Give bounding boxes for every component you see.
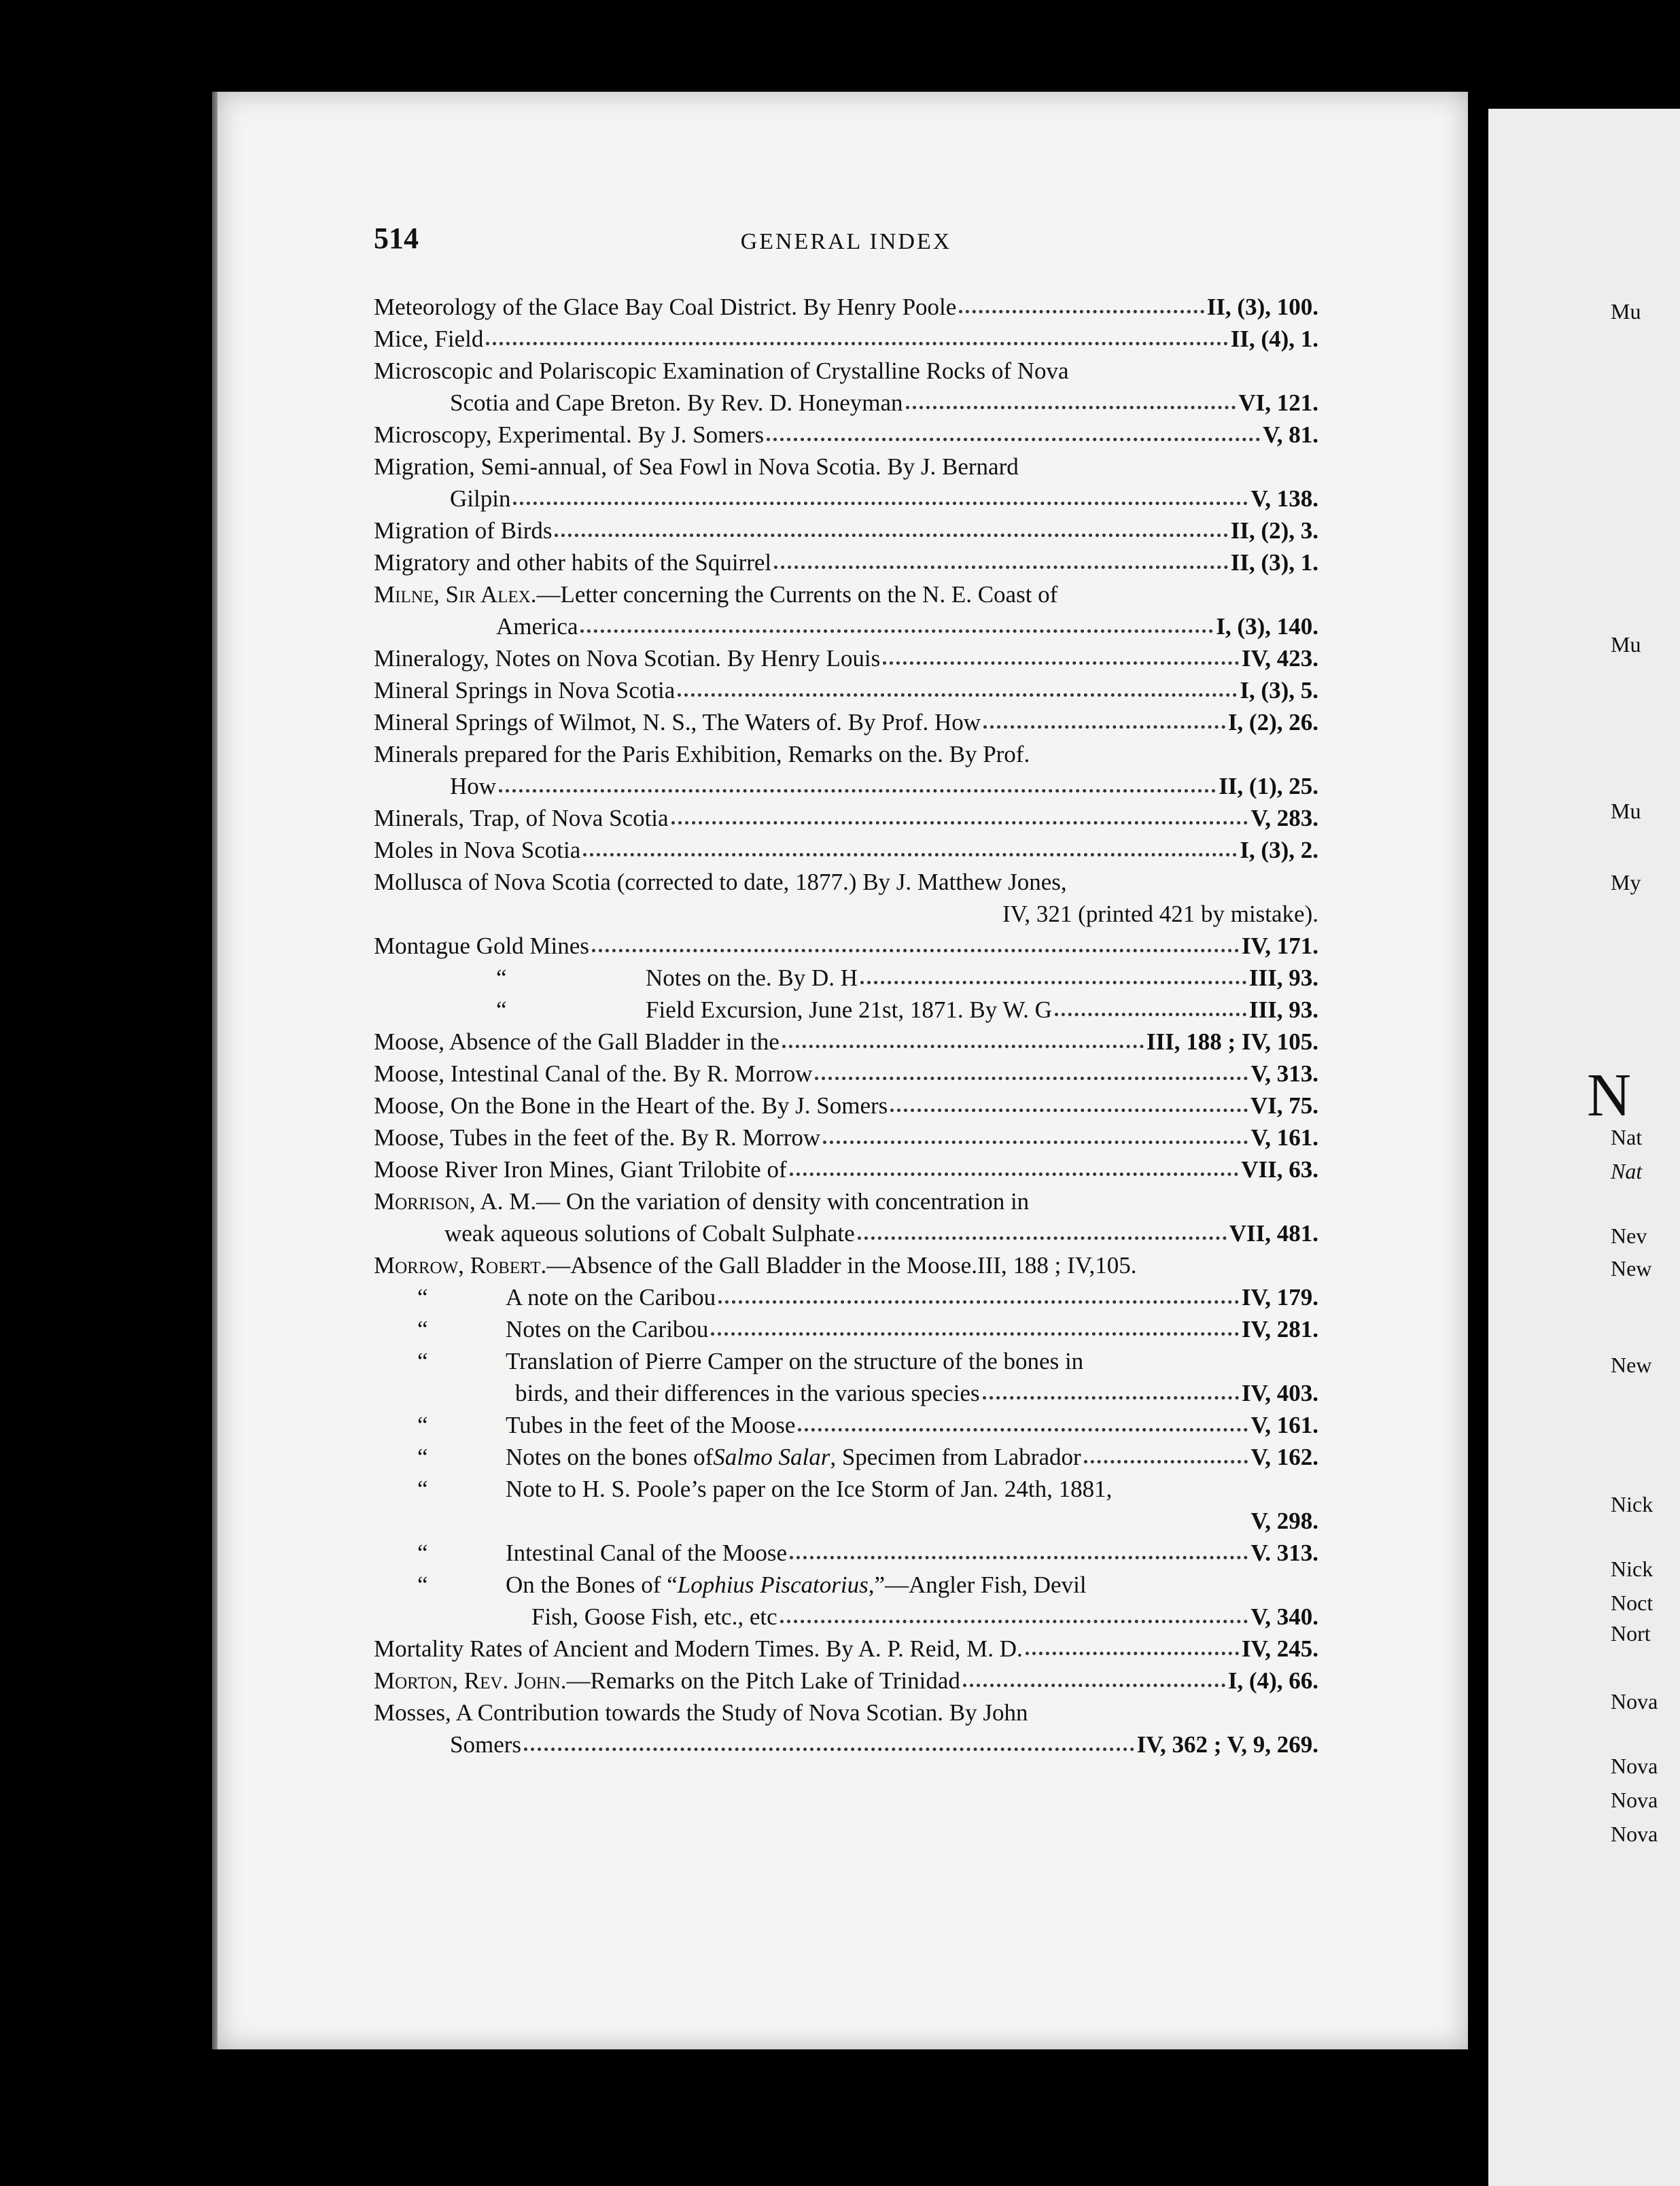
index-entry-ditto: [374, 1313, 1318, 1345]
author-name: Morrow, Robert.: [374, 1252, 547, 1279]
entry-reference: I, (3), 2.: [1240, 837, 1318, 863]
entry-text: Moose, Intestinal Canal of the. By R. Morrow: [374, 1060, 813, 1087]
index-entry-ditto: [374, 994, 1318, 1026]
leader-dots: [524, 1748, 1134, 1751]
entry-reference: V, 161.: [1250, 1412, 1318, 1438]
index-entry-continuation: [374, 898, 1318, 930]
leader-dots: [555, 534, 1227, 537]
index-entry: [374, 451, 1318, 483]
entry-text: How: [450, 773, 497, 799]
leader-dots: [513, 502, 1248, 505]
entry-text: Migration of Birds: [374, 517, 553, 544]
entry-text: Moose, On the Bone in the Heart of the. By J. Somers: [374, 1092, 888, 1119]
leader-dots: [583, 853, 1237, 856]
adjacent-page-fragment: Noct: [1611, 1591, 1653, 1615]
ditto-mark: “: [417, 1476, 428, 1502]
adjacent-page-fragment: Nova: [1611, 1788, 1658, 1812]
adjacent-page-fragment: New: [1611, 1256, 1652, 1281]
index-entry: [374, 642, 1318, 674]
index-entry: [374, 834, 1318, 866]
entry-reference: II, (1), 25.: [1219, 773, 1318, 799]
leader-dots: [823, 1141, 1248, 1144]
entry-text: Translation of Pierre Camper on the structure of the bones in: [506, 1348, 1084, 1374]
index-entry: [374, 1090, 1318, 1122]
entry-reference: IV, 362 ; V, 9, 269.: [1136, 1731, 1318, 1758]
entry-text: Moles in Nova Scotia: [374, 837, 581, 863]
author-name: Morrison, A. M.: [374, 1188, 537, 1215]
index-entry: [374, 1058, 1318, 1090]
entry-text: — On the variation of density with concentration in: [536, 1188, 1030, 1215]
entry-reference: V, 340.: [1250, 1603, 1318, 1630]
entry-text: A note on the Caribou: [506, 1284, 716, 1311]
index-entry: [374, 866, 1318, 898]
index-entry: [374, 674, 1318, 706]
index-entry-ditto: [374, 1537, 1318, 1569]
entry-reference: V, 283.: [1250, 805, 1318, 831]
entry-reference: II, (2), 3.: [1230, 517, 1318, 544]
leader-dots: [959, 310, 1204, 313]
index-entry: [374, 1697, 1318, 1729]
running-head: GENERAL INDEX: [740, 229, 952, 254]
index-entry-ditto: [374, 1569, 1318, 1601]
entry-text: Notes on the. By D. H: [646, 965, 858, 991]
adjacent-page-fragment: Mu: [1611, 799, 1641, 823]
index-entry-continuation: [374, 483, 1318, 515]
entry-reference: V. 313.: [1250, 1540, 1318, 1566]
entry-reference: IV, 321 (printed 421 by mistake).: [1002, 901, 1318, 927]
ditto-mark: “: [417, 1316, 428, 1342]
entry-text: America: [496, 613, 578, 640]
entry-text: Migratory and other habits of the Squirrel: [374, 549, 772, 576]
entry-reference: V, 81.: [1262, 421, 1318, 448]
entry-reference: VI, 75.: [1250, 1092, 1318, 1119]
index-entry: [374, 1665, 1318, 1697]
ditto-mark: “: [417, 1572, 428, 1598]
index-entry: [374, 323, 1318, 355]
entry-text: ”—Angler Fish, Devil: [874, 1572, 1087, 1598]
entry-text: Intestinal Canal of the Moose: [506, 1540, 788, 1566]
leader-dots: [486, 342, 1227, 345]
index-entry: [374, 546, 1318, 578]
entry-reference: IV, 245.: [1241, 1635, 1318, 1662]
entry-text: Note to H. S. Poole’s paper on the Ice Storm of Jan. 24th, 1881,: [506, 1476, 1113, 1502]
entry-text: Tubes in the feet of the Moose: [506, 1412, 796, 1438]
adjacent-page-fragment: Mu: [1611, 299, 1641, 324]
leader-dots: [790, 1173, 1239, 1176]
entry-text: —Remarks on the Pitch Lake of Trinidad: [566, 1667, 960, 1694]
leader-dots: [1084, 1460, 1248, 1463]
entry-reference: IV, 179.: [1241, 1284, 1318, 1311]
entry-reference: V, 161.: [1250, 1124, 1318, 1151]
entry-text: Mineralogy, Notes on Nova Scotian. By Henry Louis: [374, 645, 881, 672]
leader-dots: [790, 1556, 1248, 1559]
leader-dots: [592, 949, 1239, 952]
adjacent-page-fragment: Nova: [1611, 1754, 1658, 1778]
leader-dots: [1026, 1652, 1239, 1655]
entry-reference: IV, 171.: [1241, 933, 1318, 959]
entry-text: Gilpin: [450, 485, 511, 512]
adjacent-page-fragment: Nev: [1611, 1224, 1647, 1248]
entry-text: —Absence of the Gall Bladder in the Moose.III, 188 ; IV,105.: [546, 1252, 1137, 1279]
leader-dots: [798, 1428, 1248, 1432]
leader-dots: [780, 1620, 1248, 1623]
index-entry-ditto: [374, 1409, 1318, 1441]
adjacent-page: [1488, 109, 1680, 2186]
leader-dots: [671, 821, 1248, 825]
species-name: Salmo Salar: [713, 1444, 830, 1470]
index-entry: [374, 930, 1318, 962]
entry-text: Mosses, A Contribution towards the Study of Nova Scotian. By John: [374, 1699, 1028, 1726]
index-entry-continuation: [374, 1217, 1318, 1249]
ditto-mark: “: [417, 1540, 428, 1566]
leader-dots: [678, 693, 1237, 697]
ditto-mark: “: [417, 1444, 428, 1470]
entry-reference: II, (3), 100.: [1206, 294, 1318, 320]
leader-dots: [963, 1684, 1225, 1687]
adjacent-page-fragment: Nova: [1611, 1822, 1658, 1846]
entry-text: Moose, Tubes in the feet of the. By R. Morrow: [374, 1124, 821, 1151]
leader-dots: [782, 1045, 1144, 1048]
index-entry-ditto: [374, 1441, 1318, 1473]
index-entry: [374, 1185, 1318, 1217]
ditto-mark: “: [417, 1412, 428, 1438]
entry-text: On the Bones of “: [506, 1572, 678, 1598]
entry-reference: VII, 481.: [1229, 1220, 1318, 1247]
entry-text: birds, and their differences in the various species: [515, 1380, 980, 1406]
entry-text: —Letter concerning the Currents on the N. E. Coast of: [536, 581, 1058, 608]
index-entry: [374, 515, 1318, 546]
index-entry: [374, 738, 1318, 770]
index-entry-ditto: [374, 1473, 1318, 1505]
adjacent-page-fragment: Mu: [1611, 632, 1641, 657]
entry-reference: IV, 423.: [1241, 645, 1318, 672]
leader-dots: [774, 566, 1228, 569]
entry-reference: I, (2), 26.: [1227, 709, 1318, 735]
index-entry: [374, 1122, 1318, 1153]
entry-text: Minerals, Trap, of Nova Scotia: [374, 805, 669, 831]
index-entry: [374, 578, 1318, 610]
index-entry-continuation: [374, 770, 1318, 802]
entry-text: , Specimen from Labrador: [830, 1444, 1081, 1470]
index-entry-ditto: [374, 1345, 1318, 1377]
entry-text: Microscopic and Polariscopic Examination of Crystalline Rocks of Nova: [374, 358, 1069, 384]
ditto-mark: “: [417, 1348, 428, 1374]
adjacent-page-fragment: Nat: [1611, 1125, 1643, 1149]
entry-reference: V, 313.: [1250, 1060, 1318, 1087]
entry-text: Mineral Springs of Wilmot, N. S., The Waters of. By Prof. How: [374, 709, 981, 735]
entry-text: Migration, Semi-annual, of Sea Fowl in Nova Scotia. By J. Bernard: [374, 453, 1019, 480]
index-entry-continuation: [374, 1377, 1318, 1409]
index-entry: [374, 1026, 1318, 1058]
ditto-mark: “: [496, 965, 507, 991]
leader-dots: [983, 1396, 1239, 1400]
index-entry-ditto: [374, 962, 1318, 994]
entry-text: Scotia and Cape Breton. By Rev. D. Honeyman: [450, 389, 903, 416]
adjacent-page-fragment: Nat: [1611, 1159, 1643, 1183]
index-entry: [374, 706, 1318, 738]
leader-dots: [860, 981, 1246, 984]
index-entry-ditto: [374, 1281, 1318, 1313]
leader-dots: [890, 1109, 1248, 1112]
entry-text: Moose River Iron Mines, Giant Trilobite of: [374, 1156, 787, 1183]
entry-reference: II, (4), 1.: [1230, 326, 1318, 352]
entry-text: weak aqueous solutions of Cobalt Sulphate: [444, 1220, 855, 1247]
entry-reference: III, 188 ; IV, 105.: [1146, 1028, 1318, 1055]
page-header: [374, 221, 1318, 275]
entry-reference: VI, 121.: [1238, 389, 1318, 416]
adjacent-page-fragment: Nick: [1611, 1492, 1653, 1516]
entry-text: Montague Gold Mines: [374, 933, 589, 959]
leader-dots: [815, 1077, 1248, 1080]
entry-reference: I, (4), 66.: [1227, 1667, 1318, 1694]
entry-reference: I, (3), 5.: [1240, 677, 1318, 704]
species-name: Lophius Piscatorius,: [677, 1572, 875, 1598]
page-number: 514: [374, 222, 419, 255]
author-name: Milne, Sir Alex.: [374, 581, 537, 608]
leader-dots: [767, 438, 1260, 441]
entry-reference: III, 93.: [1248, 996, 1318, 1023]
index-entry: [374, 1249, 1318, 1281]
entry-text: Mortality Rates of Ancient and Modern Times. By A. P. Reid, M. D.: [374, 1635, 1023, 1662]
index-entry: [374, 1153, 1318, 1185]
index-entry: [374, 1633, 1318, 1665]
entry-text: Notes on the Caribou: [506, 1316, 709, 1342]
entry-reference: IV, 403.: [1241, 1380, 1318, 1406]
entry-text: Mineral Springs in Nova Scotia: [374, 677, 676, 704]
entry-text: Minerals prepared for the Paris Exhibition, Remarks on the. By Prof.: [374, 741, 1030, 767]
leader-dots: [906, 406, 1236, 409]
index-entry: [374, 419, 1318, 451]
leader-dots: [983, 725, 1225, 729]
adjacent-page-fragment: N: [1587, 1062, 1631, 1129]
leader-dots: [580, 629, 1213, 633]
leader-dots: [858, 1236, 1227, 1240]
index-entry: [374, 291, 1318, 323]
entry-text: Moose, Absence of the Gall Bladder in the: [374, 1028, 780, 1055]
entry-reference: V, 162.: [1250, 1444, 1318, 1470]
adjacent-page-fragment: Nort: [1611, 1621, 1651, 1646]
adjacent-page-fragment: Nick: [1611, 1557, 1653, 1581]
entry-text: Mollusca of Nova Scotia (corrected to date, 1877.) By J. Matthew Jones,: [374, 869, 1067, 895]
leader-dots: [1055, 1013, 1246, 1016]
ditto-mark: “: [417, 1284, 428, 1311]
entry-text: Fish, Goose Fish, etc., etc: [531, 1603, 777, 1630]
author-name: Morton, Rev. John.: [374, 1667, 567, 1694]
adjacent-page-fragment: Nova: [1611, 1689, 1658, 1714]
ditto-mark: “: [496, 996, 507, 1023]
index-entry: [374, 802, 1318, 834]
entry-text: Notes on the bones of: [506, 1444, 714, 1470]
index-entry-continuation: [374, 610, 1318, 642]
index-list: [374, 291, 1318, 1760]
entry-text: Mice, Field: [374, 326, 484, 352]
leader-dots: [718, 1300, 1239, 1304]
adjacent-page-fragment: My: [1611, 870, 1641, 895]
entry-reference: III, 93.: [1248, 965, 1318, 991]
entry-reference: VII, 63.: [1241, 1156, 1318, 1183]
entry-reference: V, 298.: [1250, 1508, 1318, 1534]
entry-reference: IV, 281.: [1241, 1316, 1318, 1342]
entry-text: Microscopy, Experimental. By J. Somers: [374, 421, 765, 448]
index-entry-continuation: [374, 1505, 1318, 1537]
index-entry-continuation: [374, 387, 1318, 419]
index-entry: [374, 355, 1318, 387]
index-entry-continuation: [374, 1601, 1318, 1633]
entry-reference: I, (3), 140.: [1216, 613, 1318, 640]
entry-reference: V, 138.: [1250, 485, 1318, 512]
leader-dots: [711, 1332, 1238, 1336]
entry-reference: II, (3), 1.: [1230, 549, 1318, 576]
adjacent-page-fragment: New: [1611, 1353, 1652, 1377]
index-entry-continuation: [374, 1729, 1318, 1760]
entry-text: Field Excursion, June 21st, 1871. By W. G: [646, 996, 1052, 1023]
leader-dots: [499, 789, 1216, 793]
entry-text: Somers: [450, 1731, 521, 1758]
entry-text: Meteorology of the Glace Bay Coal District. By Henry Poole: [374, 294, 957, 320]
leader-dots: [883, 661, 1239, 665]
